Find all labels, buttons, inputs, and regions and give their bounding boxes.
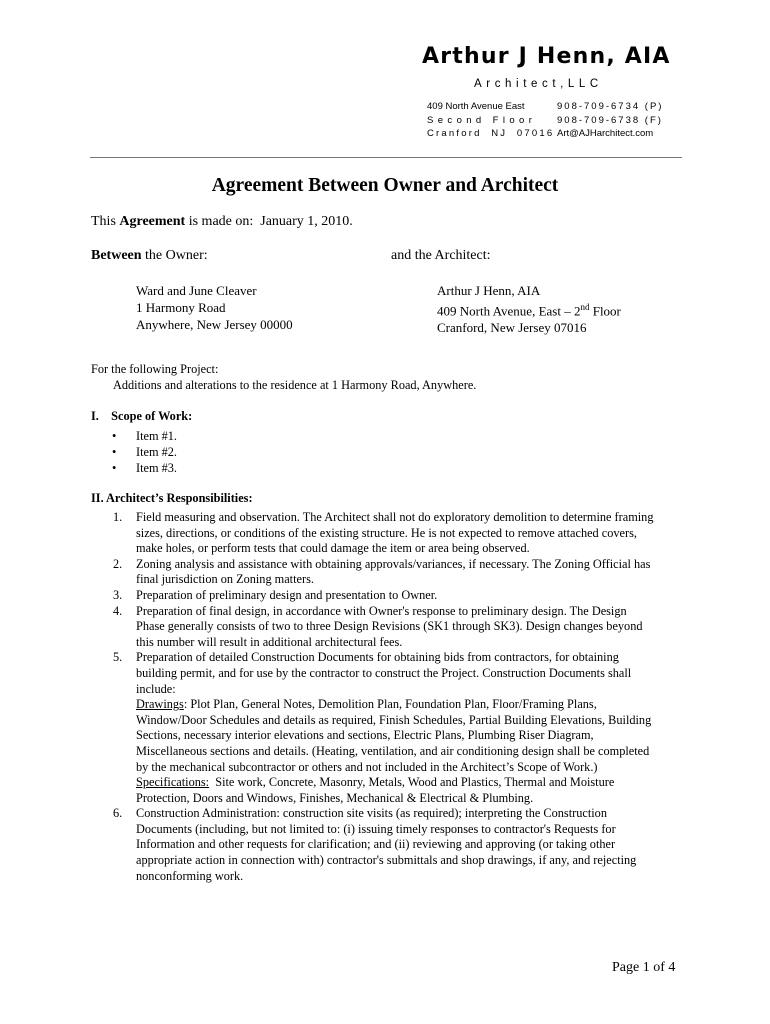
list-item: 6. Construction Administration: construction site visits (as required); interpreting the Construction Documents (including, but not limited to: (i) issuing timely responses to contractor's Requests for Information and other requests for clarification; and (ii) reviewing and approving (or taking other appropriate action in connection with) contractor's submittals and shop drawings, if any, and rejecting nonconforming work.	[113, 806, 637, 883]
responsibilities-heading: II. Architect’s Responsibilities:	[91, 491, 253, 505]
scope-heading: I. Scope of Work:	[91, 409, 193, 423]
document-title: Agreement Between Owner and Architect	[211, 175, 559, 196]
architect-name: Arthur J Henn, AIA	[437, 283, 541, 298]
between-owner-label: Between the Owner:	[91, 248, 208, 263]
architect-city: Cranford, New Jersey 07016	[437, 320, 587, 336]
list-item: 5. Preparation of detailed Construction Documents for obtaining bids from contractors, for obtaining building permit, and for use by the contractor to construct the Project. Construction Documents shall include: Drawings: Plot Plan, General Notes, Demolition Plan, Foundation Plan, Floor/Framing Plans, Window/Door Schedules and details as required, Finish Schedules, Partial Building Elevations, Building Sections, necessary interior elevations and sections, Electric Plans, Plumbing Riser Diagram, Miscellaneous sections and details. (Heating, ventilation, and air conditioning design shall be completed by the mechanical subcontractor or others and not included in the Architect’s Scope of Work.) Specifications: Site work, Concrete, Masonry, Metals, Wood and Plastics, Thermal and Moisture Protection, Doors and Windows, Finishes, Mechanical & Electrical & Plumbing.	[113, 650, 652, 805]
owner-city: Anywhere, New Jersey 00000	[136, 317, 293, 332]
list-item: 4. Preparation of final design, in accordance with Owner's response to preliminary design. The Design Phase generally consists of two to three Design Revisions (SK1 through SK3). Design changes beyond this number will result in additional architectural fees.	[113, 603, 643, 649]
scope-list	[112, 428, 177, 476]
firm-subtitle: Architect,LLC	[474, 78, 603, 90]
phone-number: 908-709-6734 (P)	[557, 101, 664, 112]
list-item: • Item #1.	[112, 429, 177, 443]
drawings-label: Drawings	[136, 697, 184, 712]
address-line-3: Cranford NJ 07016	[427, 128, 555, 139]
project-label: For the following Project:	[91, 362, 219, 376]
owner-street: 1 Harmony Road	[136, 300, 226, 315]
email-address: Art@AJHarchitect.com	[557, 128, 654, 139]
owner-address-block	[136, 282, 293, 333]
project-description: Additions and alterations to the residence at 1 Harmony Road, Anywhere.	[113, 378, 477, 392]
fax-number: 908-709-6738 (F)	[557, 115, 663, 126]
list-item: • Item #3.	[112, 461, 177, 475]
list-item: 1. Field measuring and observation. The Architect shall not do exploratory demolition to determine framing sizes, directions, or conditions of the existing structure. He is not expected to remove attached covers, make holes, or perform tests that could damage the item or area being observed.	[113, 510, 654, 556]
address-line-2: Second Floor	[427, 115, 537, 126]
responsibilities-list	[0, 510, 700, 884]
address-line-1: 409 North Avenue East	[427, 101, 525, 112]
bullet-icon: •	[112, 461, 117, 475]
and-architect-label: and the Architect:	[391, 248, 491, 263]
agreement-date-line: This Agreement is made on: January 1, 2010.	[91, 214, 353, 229]
owner-name: Ward and June Cleaver	[136, 283, 257, 298]
list-item: 2. Zoning analysis and assistance with obtaining approvals/variances, if necessary. The Zoning Official has final jurisdiction on Zoning matters.	[113, 556, 651, 587]
specifications-label: Specifications:	[136, 775, 210, 790]
architect-address-block	[437, 282, 621, 336]
firm-name: Arthur J Henn, AIA	[422, 44, 671, 69]
list-item: • Item #2.	[112, 445, 177, 459]
list-item: 3. Preparation of preliminary design and presentation to Owner.	[113, 587, 438, 602]
page-number: Page 1 of 4	[612, 960, 676, 975]
bullet-icon: •	[112, 429, 117, 443]
bullet-icon: •	[112, 445, 117, 459]
architect-street: 409 North Avenue, East – 2nd Floor	[437, 302, 621, 319]
letterhead-divider	[90, 157, 682, 158]
